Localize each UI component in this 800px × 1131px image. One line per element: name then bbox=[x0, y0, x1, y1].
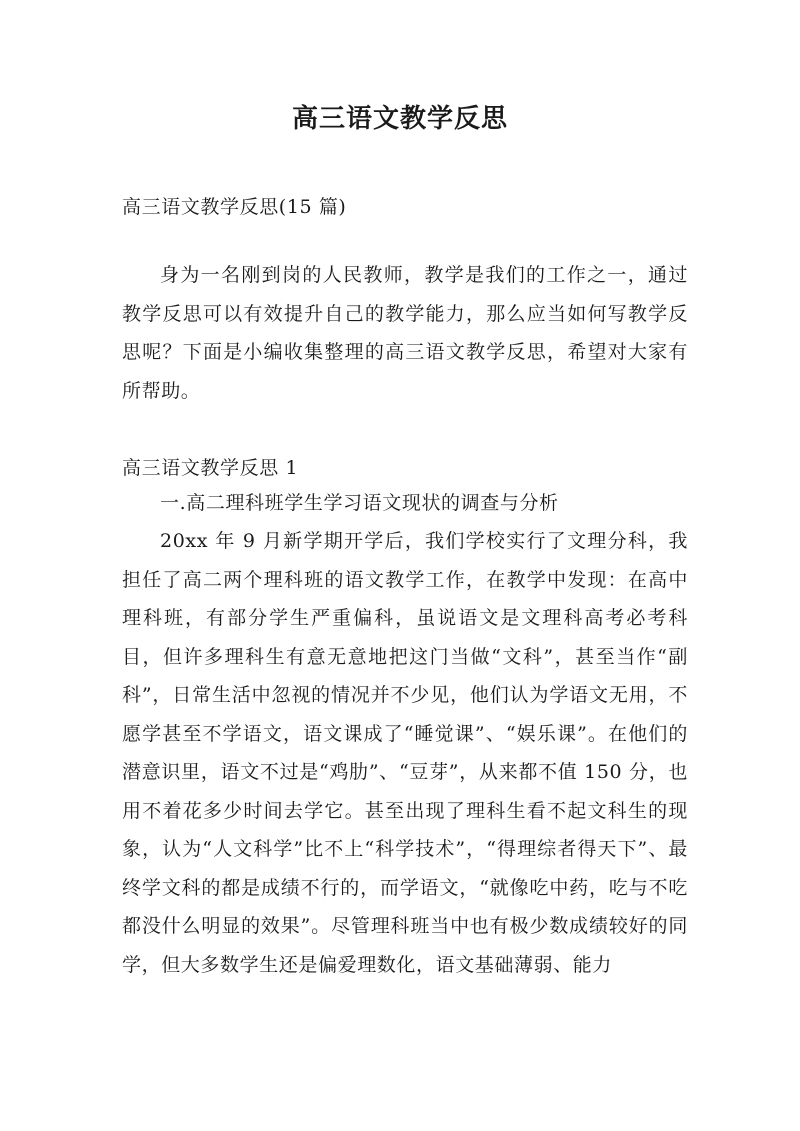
section-subheading: 一.高二理科班学生学习语文现状的调查与分析 bbox=[160, 492, 559, 514]
document-subtitle: 高三语文教学反思(15 篇) bbox=[122, 196, 347, 218]
section-heading: 高三语文教学反思 1 bbox=[122, 457, 299, 479]
intro-paragraph: 身为一名刚到岗的人民教师，教学是我们的工作之一，通过教学反思可以有效提升自己的教学能力，那么应当如何写教学反思呢？下面是小编收集整理的高三语文教学反思，希望对大家有所帮助。 bbox=[122, 264, 688, 402]
document-title: 高三语文教学反思 bbox=[291, 104, 508, 134]
body-paragraph: 20xx 年 9 月新学期开学后，我们学校实行了文理分科，我担任了高二两个理科班的语文教学工作，在教学中发现：在高中理科班，有部分学生严重偏科，虽说语文是文理科高考必考科目，但许多理科生有意无意地把这门当做“文科”，甚至当作“副科”，日常生活中忽视的情况并不少见，他们认为学语文无用，不愿学甚至不学语文，语文课成了“睡觉课”、“娱乐课”。在他们的潜意识里，语文不过是“鸡肋”、“豆芽”，从来都不值 150 分，也用不着花多少时间去学它。甚至出现了理科生看不起文科生的现象，认为“人文科学”比不上“科学技术”，“得理综者得天下”、最终学文科的都是成绩不行的，而学语文，“就像吃中药，吃与不吃都没什么明显的效果”。尽管理科班当中也有极少数成绩较好的同学，但大多数学生还是偏爱理数化，语文基础薄弱、能力 bbox=[122, 530, 688, 976]
